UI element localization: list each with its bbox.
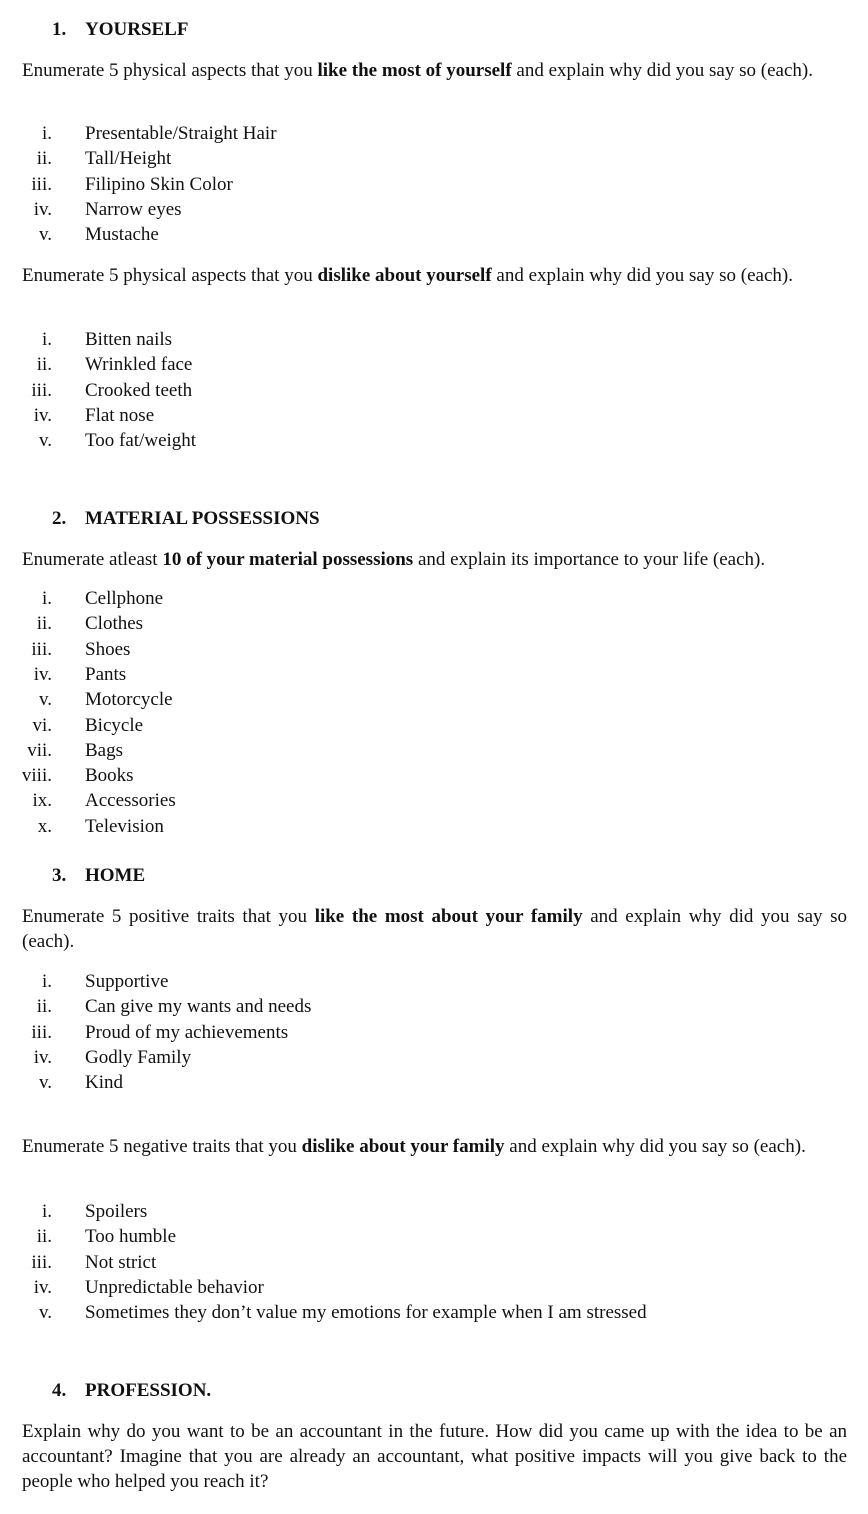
list-item-text: Crooked teeth [85, 379, 193, 401]
list-item-text: Mustache [85, 224, 159, 246]
prompt-text: Enumerate 5 physical aspects that you [22, 265, 318, 286]
section-title: PROFESSION. [85, 1380, 212, 1401]
list-item-number: viii. [21, 765, 52, 787]
list-item [0, 1250, 840, 1275]
list-item [0, 121, 840, 146]
list-item-number: ii. [36, 1226, 52, 1248]
list-item-text: Motorcycle [85, 689, 173, 711]
list-item [0, 969, 840, 994]
list-item [0, 1300, 840, 1325]
list-item [0, 763, 840, 788]
list-item-text: Bicycle [85, 714, 144, 736]
prompt-emphasis: like the most of yourself [317, 60, 512, 81]
list-item-number: ii. [36, 354, 52, 376]
list-item-number: vii. [27, 739, 52, 761]
list-item [0, 586, 840, 611]
prompt-emphasis: dislike about yourself [317, 265, 492, 286]
list-item [0, 814, 840, 839]
section-title: HOME [85, 865, 146, 886]
list-item [0, 172, 840, 197]
list-item [0, 428, 840, 453]
prompt-possessions [22, 547, 847, 572]
list-item-text: Too fat/weight [85, 430, 197, 452]
list-item-text: Proud of my achievements [85, 1021, 289, 1043]
section-number: 3. [52, 865, 67, 886]
list-item [0, 1070, 840, 1095]
list-item-number: iv. [33, 404, 52, 426]
list-item-number: vi. [32, 714, 52, 736]
list-item [0, 222, 840, 247]
list-item [0, 687, 840, 712]
section-title: YOURSELF [85, 19, 189, 40]
prompt-family-positive [22, 904, 847, 954]
list-item [0, 197, 840, 222]
list-item-number: i. [41, 1201, 52, 1222]
list-item-text: Television [85, 815, 164, 837]
list-item-text: Filipino Skin Color [85, 173, 233, 195]
list-item [0, 378, 840, 403]
prompt-text: and explain why did you say so (each). [511, 60, 813, 81]
prompt-text: Enumerate 5 physical aspects that you [22, 60, 318, 81]
prompt-family-negative [22, 1134, 847, 1159]
list-item-number: i. [41, 329, 52, 350]
list-item-number: i. [41, 971, 52, 992]
list-item-number: iv. [33, 663, 52, 685]
list-item-text: Supportive [85, 971, 169, 992]
list-item [0, 994, 840, 1019]
list-item-text: Unpredictable behavior [85, 1276, 264, 1298]
list-item [0, 1224, 840, 1249]
list-item [0, 1045, 840, 1070]
list-item [0, 788, 840, 813]
list-item-text: Tall/Height [85, 148, 172, 170]
list-item-number: iv. [33, 1046, 52, 1068]
list-item-number: v. [38, 689, 52, 711]
section-heading-yourself [52, 18, 188, 42]
list-item-text: Books [85, 765, 134, 787]
list-item-text: Pants [85, 663, 127, 685]
prompt-text: Enumerate atleast [22, 549, 163, 570]
list-item-number: iii. [31, 1251, 52, 1273]
list-item-number: i. [41, 123, 52, 144]
list-item-text: Kind [85, 1072, 123, 1094]
list-item-number: v. [38, 430, 52, 452]
list-item-number: iii. [31, 638, 52, 660]
section-title: MATERIAL POSSESSIONS [85, 508, 320, 529]
section-number: 4. [52, 1380, 67, 1401]
list-item-number: v. [38, 1072, 52, 1094]
list-item-text: Sometimes they don’t value my emotions for example when I am stressed [85, 1302, 647, 1324]
prompt-like-yourself [22, 58, 847, 83]
prompt-emphasis: dislike about your family [301, 1136, 505, 1157]
list-item-number: iv. [33, 1276, 52, 1298]
list-item [0, 327, 840, 352]
prompt-text: and explain why did you say so (each). [22, 906, 848, 952]
list-item [0, 662, 840, 687]
list-item [0, 352, 840, 377]
list-item-text: Bitten nails [85, 329, 173, 350]
prompt-dislike-yourself [22, 263, 847, 288]
list-item [0, 713, 840, 738]
list-item-number: iii. [31, 173, 52, 195]
list-item-text: Presentable/Straight Hair [85, 123, 277, 144]
prompt-text: and explain its importance to your life (each). [413, 549, 766, 570]
list-item-number: x. [37, 815, 52, 837]
list-item-number: ii. [36, 613, 52, 635]
list-item-text: Godly Family [85, 1046, 192, 1068]
prompt-profession: Explain why do you want to be an accountant in the future. How did you came up with the idea to be an accountant? Imagine that you are already an accountant, what positive impacts will you give back to the people who helped you reach it? [22, 1421, 847, 1492]
list-item [0, 637, 840, 662]
list-item-number: ix. [32, 790, 52, 812]
list-item-text: Bags [85, 739, 123, 761]
prompt-emphasis: like the most about your family [314, 906, 583, 927]
list-item [0, 738, 840, 763]
list-item-text: Cellphone [85, 588, 164, 609]
list-item [0, 403, 840, 428]
list-item [0, 146, 840, 171]
list-item-text: Wrinkled face [85, 354, 193, 376]
list-item-text: Accessories [85, 790, 176, 812]
list-item-number: iii. [31, 1021, 52, 1043]
list-item [0, 1199, 840, 1224]
list-item-text: Too humble [85, 1226, 177, 1248]
prompt-emphasis: 10 of your material possessions [162, 549, 414, 570]
prompt-text: Enumerate 5 negative traits that you [22, 1136, 302, 1157]
list-item-number: ii. [36, 148, 52, 170]
section-heading-home [52, 864, 145, 888]
list-item-number: i. [41, 588, 52, 609]
section-heading-profession [52, 1379, 211, 1403]
prompt-text: Enumerate 5 positive traits that you [22, 906, 315, 927]
list-item-text: Can give my wants and needs [85, 996, 312, 1018]
prompt-text: and explain why did you say so (each). [504, 1136, 806, 1157]
list-item-number: iii. [31, 379, 52, 401]
list-item-text: Not strict [85, 1251, 157, 1273]
list-item [0, 611, 840, 636]
list-item [0, 1275, 840, 1300]
list-item [0, 1020, 840, 1045]
section-number: 2. [52, 508, 67, 529]
list-item-text: Spoilers [85, 1201, 148, 1222]
list-item-number: iv. [33, 198, 52, 220]
section-heading-possessions [52, 507, 320, 531]
list-item-text: Flat nose [85, 404, 155, 426]
list-item-number: ii. [36, 996, 52, 1018]
section-number: 1. [52, 19, 67, 40]
list-item-text: Clothes [85, 613, 144, 635]
list-item-number: v. [38, 224, 52, 246]
list-item-number: v. [38, 1302, 52, 1324]
list-item-text: Shoes [85, 638, 131, 660]
prompt-text: and explain why did you say so (each). [491, 265, 793, 286]
list-item-text: Narrow eyes [85, 198, 182, 220]
